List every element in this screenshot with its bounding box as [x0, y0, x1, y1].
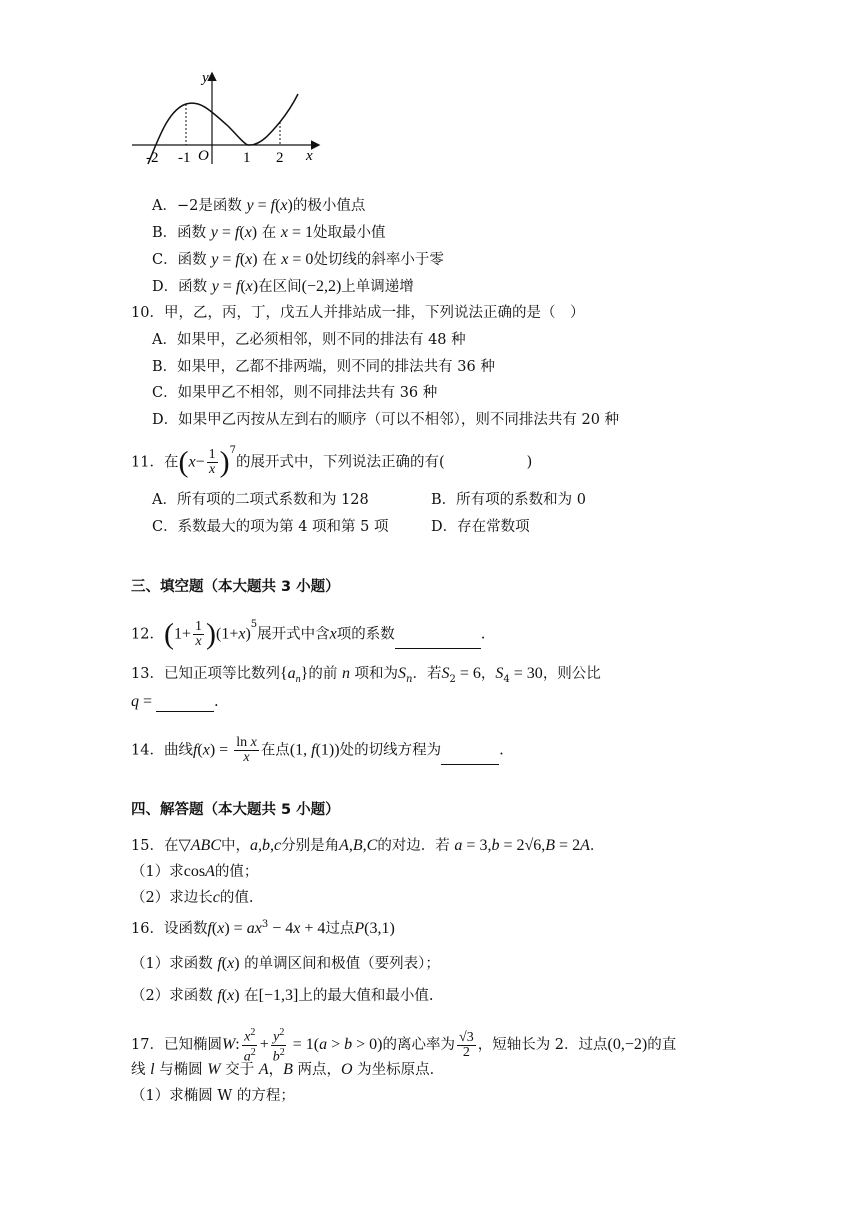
- q13-line-2: q = .: [131, 693, 219, 710]
- x-axis-label: x: [306, 148, 313, 164]
- tick-label: 1: [243, 150, 251, 166]
- q11-option-d: D．存在常数项: [431, 519, 530, 535]
- q17-line-2: 线 l 与椭圆 W 交于 A，B 两点，O 为坐标原点．: [131, 1061, 445, 1078]
- q10-option-a: A．如果甲，乙必须相邻，则不同的排法有 48 种: [152, 332, 466, 348]
- q17-line-1: 17．已知椭圆W: $\frac{x^2}{a^2}$ + $\frac{y^2}{b^2}$ = 1(a > b > 0)的离心率为 $\frac{√3}{2}$ ，短轴长为 2．过点(0,−2)的直: [131, 1027, 677, 1065]
- origin-label: O: [198, 148, 209, 164]
- q13-line-1: 13．已知正项等比数列$\{a_n\}$的前 n 项和为$S_n$．若$S_2 = 6$，$S_4 = 30$，则公比: [131, 665, 601, 685]
- q12: 12．(1+ $\frac{1}{x}$ )$(1+x)^5$展开式中含x项的系数 .: [131, 617, 486, 651]
- tick-label: -1: [178, 150, 191, 166]
- q10-option-c: C．如果甲乙不相邻，则不同排法共有 36 种: [152, 385, 438, 401]
- q11-option-a: A．所有项的二项式系数和为 128: [152, 492, 369, 508]
- q9-option-a: A．−2是函数 y = f(x)的极小值点: [152, 197, 366, 214]
- y-axis-label: y: [202, 70, 209, 86]
- q17-part-1: （1）求椭圆 W 的方程；: [131, 1088, 295, 1104]
- derivative-graph: [128, 66, 328, 170]
- q9-option-c: C．函数 y = f(x) 在 x = 0处切线的斜率小于零: [152, 251, 444, 268]
- q10-stem: 10．甲，乙，丙，丁，戊五人并排站成一排，下列说法正确的是（ ）: [131, 305, 585, 321]
- q16-part-2: （2）求函数 f(x) 在[−1,3]上的最大值和最小值.: [131, 987, 434, 1004]
- section-title-3: 三、填空题（本大题共 3 小题）: [131, 579, 340, 595]
- tick-label: 2: [276, 150, 284, 166]
- q10-option-b: B．如果甲，乙都不排两端，则不同的排法共有 36 种: [152, 359, 495, 375]
- q11-option-c: C．系数最大的项为第 4 项和第 5 项: [152, 519, 389, 535]
- q16-stem: 16．设函数$f(x) = ax^3 - 4x + 4$过点P(3,1): [131, 919, 395, 937]
- q11-option-b: B．所有项的系数和为 0: [431, 492, 586, 508]
- q14: 14．曲线f(x) = $\frac{\text{ln x}}{x}$ 在点(1, f(1))处的切线方程为 .: [131, 735, 504, 765]
- q10-option-d: D．如果甲乙丙按从左到右的顺序（可以不相邻），则不同排法共有 20 种: [152, 412, 620, 428]
- q16-part-1: （1）求函数 f(x) 的单调区间和极值（要列表）；: [131, 955, 440, 972]
- section-title-4: 四、解答题（本大题共 5 小题）: [131, 802, 340, 818]
- q9-option-d: D．函数 y = f(x)在区间(−2,2)上单调递增: [152, 278, 414, 295]
- q11-stem: 11．在(x− $\frac{1}{x}$ )$^7$的展开式中，下列说法正确的有( ): [131, 444, 533, 479]
- q9-option-b: B．函数 y = f(x) 在 x = 1处取最小值: [152, 224, 386, 241]
- tick-label: -2: [146, 150, 159, 166]
- q15-part-2: （2）求边长c的值.: [131, 889, 254, 906]
- q15-stem: 15．在▽ABC中，a,b,c分别是角A,B,C的对边．若 a = 3,b = 2√6,B = 2A．: [131, 837, 605, 854]
- q15-part-1: （1）求cosA的值；: [131, 863, 259, 880]
